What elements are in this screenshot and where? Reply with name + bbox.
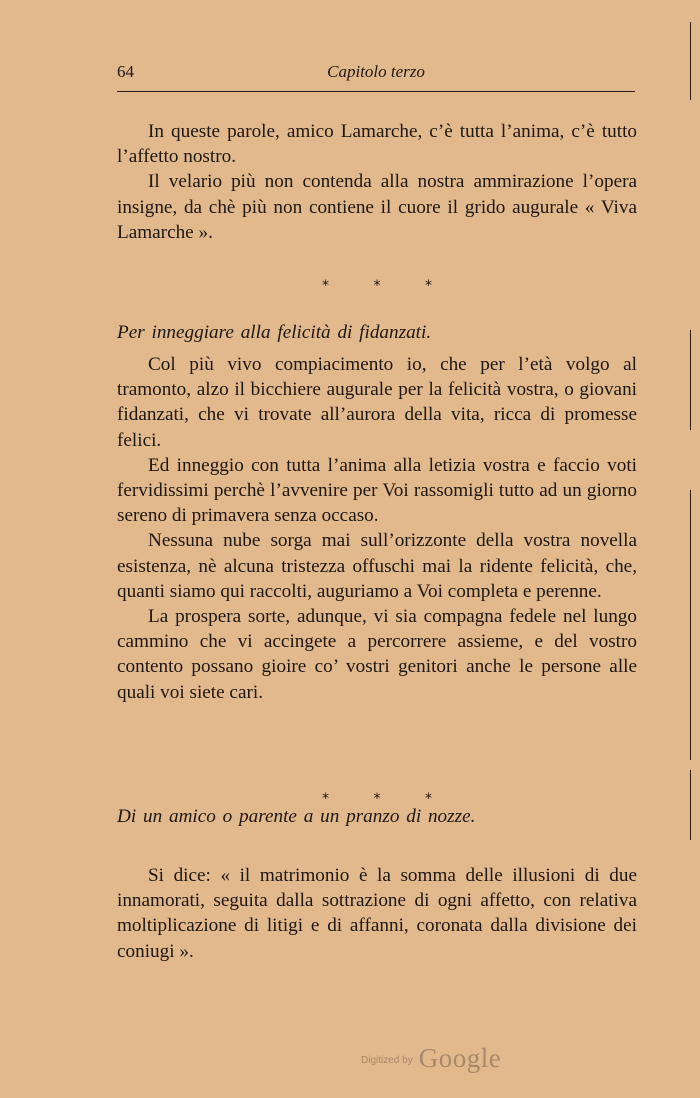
section-separator: * * * [322, 278, 452, 294]
scan-edge-line [690, 22, 691, 100]
paragraph: Ed inneggio con tutta l’anima alla letizia vostra e faccio voti fervidissimi perchè l’avvenire per Voi rassomigli tutto ad un giorno sereno di primavera senza occaso. [117, 454, 637, 527]
header-rule [117, 91, 635, 92]
section-title: Per inneggiare alla felicità di fidanzati. [117, 322, 432, 343]
google-logo: Google [418, 1043, 502, 1073]
page-header [117, 62, 635, 86]
section-separator: * * * [322, 791, 452, 807]
paragraph: Il velario più non contenda alla nostra ammirazione l’opera insigne, da chè più non contiene il cuore il grido augurale « Viva Lamarche ». [117, 171, 637, 243]
running-head: Capitolo terzo [327, 62, 425, 81]
section-title: Di un amico o parente a un pranzo di nozze. [117, 806, 476, 827]
section-2-body [117, 352, 637, 705]
page-number: 64 [117, 62, 134, 81]
google-watermark [361, 1043, 501, 1073]
scan-edge-line [690, 770, 691, 840]
scan-edge-line [690, 490, 691, 760]
paragraph: Col più vivo compiacimento io, che per l’età volgo al tramonto, alzo il bicchiere augurale per la felicità vostra, o giovani fidanzati, che vi trovate all’aurora della vita, ricca di promesse felici. [117, 354, 637, 451]
watermark-prefix: Digitized by [361, 1055, 413, 1066]
scan-edge-line [690, 330, 691, 430]
paragraph: In queste parole, amico Lamarche, c’è tutta l’anima, c’è tutto l’affetto nostro. [117, 121, 637, 168]
paragraph: La prospera sorte, adunque, vi sia compagna fedele nel lungo cammino che vi accingete a percorrere assieme, e del vostro contento possano gioire co’ vostri genitori anche le persone alle quali voi siete cari. [117, 606, 637, 703]
paragraph: Si dice: « il matrimonio è la somma delle illusioni di due innamorati, seguita dalla sottrazione di ogni affetto, con relativa moltiplicazione di litigi e di affanni, coronata dalla divisione dei coniugi ». [117, 865, 637, 962]
paragraph: Nessuna nube sorga mai sull’orizzonte della vostra novella esistenza, nè alcuna tristezza offuschi mai la ridente felicità, che, quanti siamo qui raccolti, auguriamo a Voi completa e perenne. [117, 530, 637, 602]
section-3-body [117, 863, 637, 964]
section-1-body [117, 119, 637, 245]
